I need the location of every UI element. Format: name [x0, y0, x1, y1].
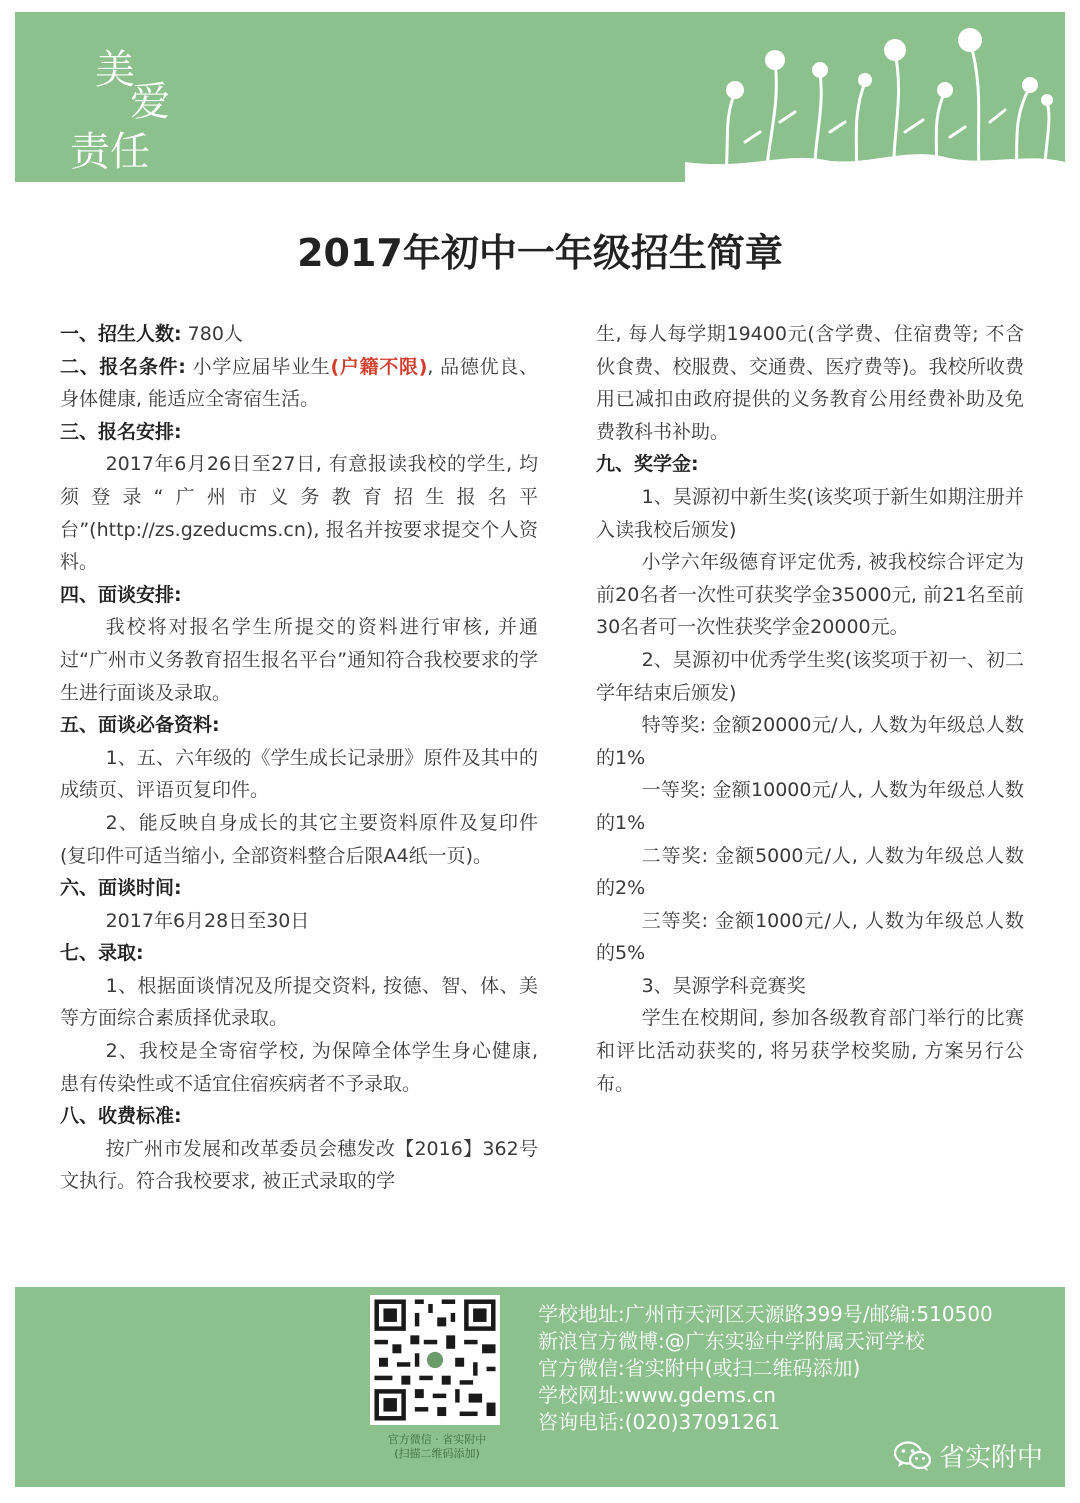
slogan-word-ai: 爱 [130, 79, 170, 125]
section-text: , 品德优良、身体健康, 能适应全寄宿生活。 [60, 355, 538, 411]
school-address: 学校地址:广州市天河区天源路399号/邮编:510500 [538, 1302, 993, 1326]
section-text: 2017年6月26日至27日, 有意报读我校的学生, 均须登录“广州市义务教育招生报名平台”(http://zs.gzeducms.cn), 报名并按要求提交个人资料。 [60, 453, 538, 574]
list-item: 1、五、六年级的《学生成长记录册》原件及其中的成绩页、评语页复印件。 [60, 746, 538, 802]
wechat-icon [893, 1440, 933, 1472]
flower-decoration-icon [685, 12, 1065, 182]
section-text: 生, 每人每学期19400元(含学费、住宿费等; 不含伙食费、校服费、交通费、医疗费等)。我校所收费用已减扣由政府提供的义务教育公用经费补助及免费教科书补助。 [596, 323, 1024, 443]
section-text: 小学应届毕业生 [185, 355, 331, 378]
award-tier: 三等奖: 金额1000元/人, 人数为年级总人数的5% [596, 909, 1024, 965]
award-tier: 特等奖: 金额20000元/人, 人数为年级总人数的1% [596, 714, 1024, 769]
award-tier: 一等奖: 金额10000元/人, 人数为年级总人数的1% [596, 779, 1024, 834]
section-text: 2017年6月28日至30日 [105, 909, 310, 932]
section-text: 小学六年级德育评定优秀, 被我校综合评定为前20名者一次性可获奖学金35000元, 前21名至前30名者可一次性获奖学金20000元。 [596, 551, 1024, 639]
section-heading: 六、面谈时间: [60, 877, 182, 900]
list-item: 2、我校是全寄宿学校, 为保障全体学生身心健康, 患有传染性或不适宜住宿疾病者不予录取。 [60, 1040, 538, 1095]
section-heading: 二、报名条件: [60, 355, 186, 378]
section-eligibility [60, 351, 538, 416]
section-text: 学生在校期间, 参加各级教育部门举行的比赛和评比活动获奖的, 将另获学校奖励, 方案另行公布。 [596, 1007, 1024, 1095]
qr-caption-line: (扫描二维码添加) [394, 1447, 480, 1460]
contact-info [538, 1301, 993, 1436]
award-tier: 二等奖: 金额5000元/人, 人数为年级总人数的2% [596, 844, 1024, 900]
header-banner [15, 12, 1065, 182]
award-title: 2、昊源初中优秀学生奖(该奖项于初一、初二学年结束后颁发) [596, 648, 1024, 704]
watermark-text: 省实附中 [938, 1443, 1043, 1473]
wechat-account: 官方微信:省实附中(或扫二维码添加) [538, 1356, 861, 1380]
page-title: 2017年初中一年级招生简章 [297, 231, 783, 275]
qr-code-icon[interactable] [370, 1295, 500, 1425]
section-enrollment-count [60, 318, 538, 351]
highlight-text: (户籍不限) [330, 355, 428, 378]
slogan-word-zeren: 责任 [70, 129, 150, 175]
qr-code-block [370, 1295, 504, 1461]
left-column [60, 318, 538, 1198]
weibo-account: 新浪官方微博:@广东实验中学附属天河学校 [538, 1329, 925, 1353]
slogan-logo [70, 42, 200, 175]
qr-caption-line: 官方微信 · 省实附中 [387, 1433, 487, 1446]
award-title: 1、昊源初中新生奖(该奖项于新生如期注册并入读我校后颁发) [596, 485, 1024, 541]
section-heading: 一、招生人数: [60, 323, 182, 345]
list-item: 1、根据面谈情况及所提交资料, 按德、智、体、美等方面综合素质择优录取。 [60, 974, 538, 1030]
section-heading: 三、报名安排: [60, 420, 182, 443]
footer-banner [15, 1287, 1065, 1487]
section-text: 780人 [181, 323, 243, 345]
section-heading: 八、收费标准: [60, 1105, 182, 1128]
wechat-watermark [893, 1437, 1043, 1474]
right-column [596, 318, 1024, 1100]
section-text: 按广州市发展和改革委员会穗发改【2016】362号文执行。符合我校要求, 被正式录取的学 [60, 1137, 538, 1193]
section-heading: 七、录取: [60, 942, 144, 965]
qr-caption [370, 1433, 504, 1461]
section-text: 我校将对报名学生所提交的资料进行审核, 并通过“广州市义务教育招生报名平台”通知符合我校要求的学生进行面谈及录取。 [60, 616, 538, 704]
section-heading: 五、面谈必备资料: [60, 714, 220, 737]
slogan-word-mei: 美 [95, 47, 135, 93]
section-heading: 九、奖学金: [596, 453, 699, 476]
section-heading: 四、面谈安排: [60, 583, 182, 606]
contact-phone: 咨询电话:(020)37091261 [538, 1410, 781, 1434]
award-title: 3、昊源学科竞赛奖 [641, 974, 806, 997]
school-website[interactable]: 学校网址:www.gdems.cn [538, 1383, 776, 1407]
list-item: 2、能反映自身成长的其它主要资料原件及复印件(复印件可适当缩小, 全部资料整合后限A4纸一页)。 [60, 811, 538, 867]
